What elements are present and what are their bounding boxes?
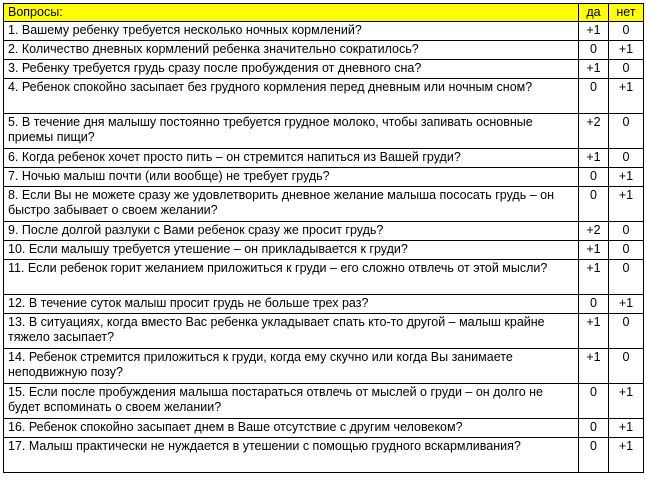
header-row [4,4,644,22]
no-score: +1 [609,295,644,314]
yes-score: 0 [579,295,609,314]
question-row [4,260,644,295]
yes-score: +1 [579,60,609,79]
question-text: 11. Если ребенок горит желанием приложиться к груди – его сложно отвлечь от этой мысли? [4,260,579,295]
question-row [4,114,644,149]
yes-score: 0 [579,41,609,60]
no-score: 0 [609,114,644,149]
question-text: 14. Ребенок стремится приложиться к груди, когда ему скучно или когда Вы занимаете неподвижную позу? [4,349,579,384]
no-score: 0 [609,149,644,168]
question-row [4,22,644,41]
header-no: нет [609,4,644,22]
question-row [4,222,644,241]
question-row [4,41,644,60]
yes-score: +1 [579,314,609,349]
question-text: 4. Ребенок спокойно засыпает без грудного кормления перед дневным или ночным сном? [4,79,579,114]
question-row [4,314,644,349]
yes-score: +1 [579,260,609,295]
header-yes: да [579,4,609,22]
yes-score: 0 [579,187,609,222]
yes-score: 0 [579,438,609,473]
question-row [4,241,644,260]
yes-score: +1 [579,149,609,168]
question-text: 12. В течение суток малыш просит грудь не больше трех раз? [4,295,579,314]
question-row [4,384,644,419]
question-text: 16. Ребенок спокойно засыпает днем в Ваше отсутствие с другим человеком? [4,419,579,438]
question-row [4,79,644,114]
question-row [4,187,644,222]
yes-score: 0 [579,384,609,419]
no-score: 0 [609,314,644,349]
question-text: 15. Если после пробуждения малыша постараться отвлечь от мыслей о груди – он долго не будет вспоминать о своем желании? [4,384,579,419]
questionnaire-body [4,4,644,473]
yes-score: +2 [579,114,609,149]
questionnaire-table [3,3,644,473]
question-text: 8. Если Вы не можете сразу же удовлетворить дневное желание малыша пососать грудь – он быстро забывает о своем желании? [4,187,579,222]
no-score: 0 [609,222,644,241]
yes-score: +2 [579,222,609,241]
question-row [4,149,644,168]
yes-score: +1 [579,22,609,41]
question-row [4,295,644,314]
header-question: Вопросы: [4,4,579,22]
yes-score: 0 [579,79,609,114]
yes-score: 0 [579,168,609,187]
no-score: 0 [609,349,644,384]
yes-score: +1 [579,349,609,384]
question-row [4,438,644,473]
question-text: 13. В ситуациях, когда вместо Вас ребенка укладывает спать кто-то другой – малыш крайне тяжело засыпает? [4,314,579,349]
no-score: 0 [609,260,644,295]
question-text: 6. Когда ребенок хочет просто пить – он стремится напиться из Вашей груди? [4,149,579,168]
no-score: +1 [609,438,644,473]
no-score: 0 [609,22,644,41]
no-score: +1 [609,419,644,438]
question-row [4,349,644,384]
no-score: +1 [609,79,644,114]
no-score: +1 [609,168,644,187]
no-score: +1 [609,187,644,222]
question-text: 1. Вашему ребенку требуется несколько ночных кормлений? [4,22,579,41]
question-row [4,60,644,79]
no-score: 0 [609,241,644,260]
question-text: 3. Ребенку требуется грудь сразу после пробуждения от дневного сна? [4,60,579,79]
yes-score: 0 [579,419,609,438]
question-row [4,419,644,438]
question-text: 2. Количество дневных кормлений ребенка значительно сократилось? [4,41,579,60]
question-text: 10. Если малышу требуется утешение – он прикладывается к груди? [4,241,579,260]
no-score: +1 [609,41,644,60]
yes-score: +1 [579,241,609,260]
question-text: 9. После долгой разлуки с Вами ребенок сразу же просит грудь? [4,222,579,241]
question-text: 17. Малыш практически не нуждается в утешении с помощью грудного вскармливания? [4,438,579,473]
question-text: 5. В течение дня малышу постоянно требуется грудное молоко, чтобы запивать основные приемы пищи? [4,114,579,149]
no-score: +1 [609,384,644,419]
question-row [4,168,644,187]
no-score: 0 [609,60,644,79]
question-text: 7. Ночью малыш почти (или вообще) не требует грудь? [4,168,579,187]
questionnaire [3,3,644,473]
